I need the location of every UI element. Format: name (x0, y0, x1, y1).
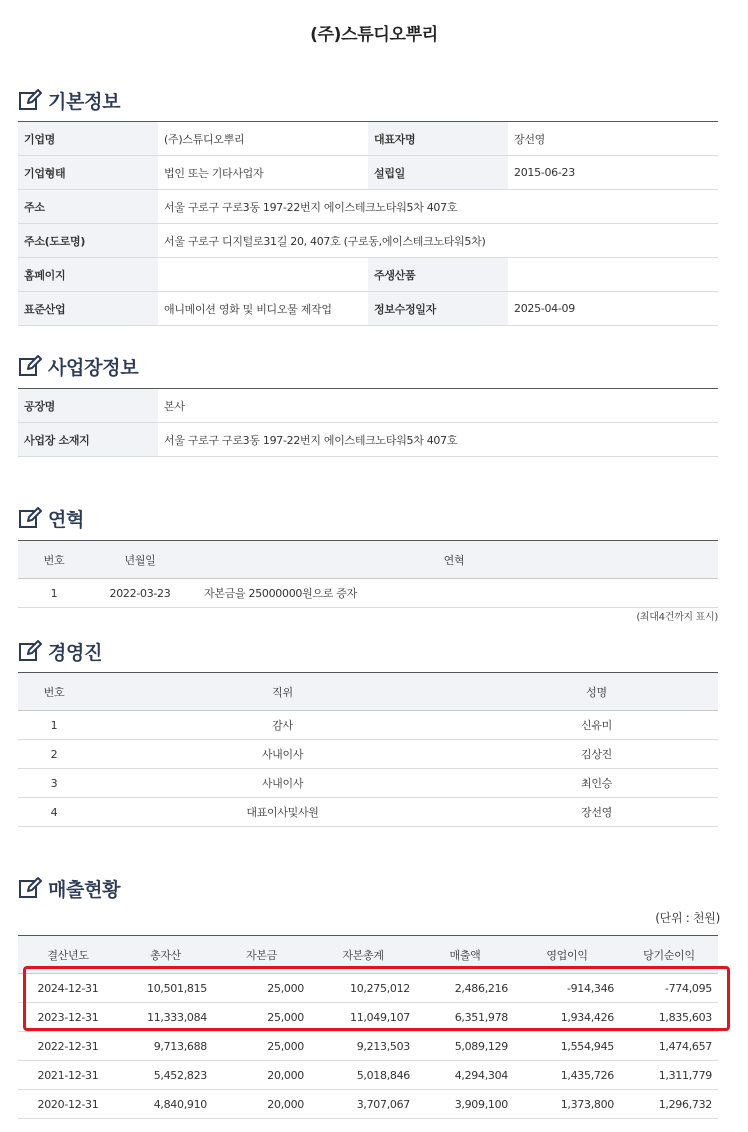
address-label: 주소 (18, 190, 158, 224)
total-equity: 11,049,107 (310, 1003, 416, 1032)
revenue: 2,486,216 (416, 974, 514, 1003)
sales-unit-note: (단위 : 천원) (655, 911, 720, 925)
founded-value: 2015-06-23 (508, 156, 718, 190)
column-header: 연혁 (190, 541, 718, 579)
revenue: 5,089,129 (416, 1032, 514, 1061)
table-header-row (18, 936, 718, 974)
operating-income: 1,373,800 (514, 1090, 620, 1119)
net-income: 1,311,779 (620, 1061, 718, 1090)
table-row (18, 974, 718, 1003)
edit-icon (18, 639, 42, 663)
updated-value: 2025-04-09 (508, 292, 718, 326)
table-row (18, 190, 718, 224)
table-row (18, 258, 718, 292)
table-header-row (18, 541, 718, 579)
page-title: (주)스튜디오뿌리 (310, 25, 438, 45)
section-history-heading (18, 505, 84, 531)
net-income: 1,835,603 (620, 1003, 718, 1032)
table-row (18, 740, 718, 769)
capital: 25,000 (213, 974, 310, 1003)
column-header: 자본금 (213, 936, 310, 974)
revenue: 3,909,100 (416, 1090, 514, 1119)
section-basic-heading (18, 87, 120, 113)
total-assets: 10,501,815 (118, 974, 213, 1003)
total-equity: 3,707,067 (310, 1090, 416, 1119)
location-label: 사업장 소재지 (18, 423, 158, 457)
net-income: 1,296,732 (620, 1090, 718, 1119)
executive-name: 장선영 (475, 798, 718, 827)
executive-position: 사내이사 (90, 769, 475, 798)
executive-no: 2 (18, 740, 90, 769)
table-row (18, 224, 718, 258)
factory-value: 본사 (158, 389, 718, 423)
homepage-label: 홈페이지 (18, 258, 158, 292)
table-row (18, 579, 718, 608)
column-header: 번호 (18, 673, 90, 711)
capital: 25,000 (213, 1032, 310, 1061)
section-title: 연혁 (48, 508, 85, 531)
executive-position: 감사 (90, 711, 475, 740)
executive-position: 사내이사 (90, 740, 475, 769)
founded-label: 설립일 (368, 156, 508, 190)
executive-name: 신유미 (475, 711, 718, 740)
net-income: -774,095 (620, 974, 718, 1003)
industry-value: 애니메이션 영화 및 비디오물 제작업 (158, 292, 368, 326)
history-no: 1 (18, 579, 90, 608)
company-type-value: 법인 또는 기타사업자 (158, 156, 368, 190)
column-header: 당기순이익 (620, 936, 718, 974)
table-row (18, 1061, 718, 1090)
revenue: 4,294,304 (416, 1061, 514, 1090)
total-equity: 10,275,012 (310, 974, 416, 1003)
total-assets: 11,333,084 (118, 1003, 213, 1032)
section-title: 사업장정보 (48, 356, 139, 379)
column-header: 직위 (90, 673, 475, 711)
edit-icon (18, 876, 42, 900)
operating-income: -914,346 (514, 974, 620, 1003)
table-row (18, 769, 718, 798)
section-title: 기본정보 (48, 90, 121, 113)
total-assets: 4,840,910 (118, 1090, 213, 1119)
main-product-value (508, 258, 718, 292)
sales-year: 2024-12-31 (18, 974, 118, 1003)
column-header: 총자산 (118, 936, 213, 974)
road-address-label: 주소(도로명) (18, 224, 158, 258)
section-sales-heading (18, 875, 120, 901)
sales-year: 2023-12-31 (18, 1003, 118, 1032)
table-row (18, 1003, 718, 1032)
table-row (18, 1090, 718, 1119)
history-date: 2022-03-23 (90, 579, 190, 608)
column-header: 자본총계 (310, 936, 416, 974)
factory-label: 공장명 (18, 389, 158, 423)
company-name-value: (주)스튜디오뿌리 (158, 122, 368, 156)
operating-income: 1,435,726 (514, 1061, 620, 1090)
basic-info-table (18, 121, 718, 326)
executives-table (18, 672, 718, 827)
edit-icon (18, 506, 42, 530)
table-row (18, 423, 718, 457)
executive-no: 3 (18, 769, 90, 798)
executive-position: 대표이사및사원 (90, 798, 475, 827)
history-note: (최대4건까지 표시) (636, 612, 718, 623)
table-row (18, 389, 718, 423)
column-header: 매출액 (416, 936, 514, 974)
total-equity: 5,018,846 (310, 1061, 416, 1090)
table-header-row (18, 673, 718, 711)
updated-label: 정보수정일자 (368, 292, 508, 326)
sales-year: 2022-12-31 (18, 1032, 118, 1061)
section-title: 매출현황 (48, 878, 121, 901)
edit-icon (18, 88, 42, 112)
executive-name: 김상진 (475, 740, 718, 769)
section-title: 경영진 (48, 641, 103, 664)
total-assets: 5,452,823 (118, 1061, 213, 1090)
capital: 25,000 (213, 1003, 310, 1032)
workplace-info-table (18, 388, 718, 457)
edit-icon (18, 354, 42, 378)
total-assets: 9,713,688 (118, 1032, 213, 1061)
industry-label: 표준산업 (18, 292, 158, 326)
column-header: 년월일 (90, 541, 190, 579)
column-header: 영업이익 (514, 936, 620, 974)
table-row (18, 156, 718, 190)
sales-table (18, 935, 718, 1119)
company-name-label: 기업명 (18, 122, 158, 156)
capital: 20,000 (213, 1090, 310, 1119)
sales-year: 2021-12-31 (18, 1061, 118, 1090)
net-income: 1,474,657 (620, 1032, 718, 1061)
capital: 20,000 (213, 1061, 310, 1090)
column-header: 결산년도 (18, 936, 118, 974)
ceo-value: 장선영 (508, 122, 718, 156)
revenue: 6,351,978 (416, 1003, 514, 1032)
road-address-value: 서울 구로구 디지털로31길 20, 407호 (구로동,에이스테크노타워5차) (158, 224, 718, 258)
table-row (18, 711, 718, 740)
table-row (18, 798, 718, 827)
main-product-label: 주생산품 (368, 258, 508, 292)
operating-income: 1,934,426 (514, 1003, 620, 1032)
operating-income: 1,554,945 (514, 1032, 620, 1061)
homepage-value[interactable] (158, 258, 368, 292)
location-value: 서울 구로구 구로3동 197-22번지 에이스테크노타워5차 407호 (158, 423, 718, 457)
sales-year: 2020-12-31 (18, 1090, 118, 1119)
executive-no: 1 (18, 711, 90, 740)
column-header: 성명 (475, 673, 718, 711)
table-row (18, 122, 718, 156)
executive-no: 4 (18, 798, 90, 827)
history-table (18, 540, 718, 608)
history-text: 자본금을 25000000원으로 증자 (190, 579, 718, 608)
column-header: 번호 (18, 541, 90, 579)
table-row (18, 1032, 718, 1061)
company-type-label: 기업형태 (18, 156, 158, 190)
section-executives-heading (18, 638, 102, 664)
total-equity: 9,213,503 (310, 1032, 416, 1061)
table-row (18, 292, 718, 326)
section-workplace-heading (18, 353, 138, 379)
executive-name: 최인승 (475, 769, 718, 798)
address-value: 서울 구로구 구로3동 197-22번지 에이스테크노타워5차 407호 (158, 190, 718, 224)
ceo-label: 대표자명 (368, 122, 508, 156)
